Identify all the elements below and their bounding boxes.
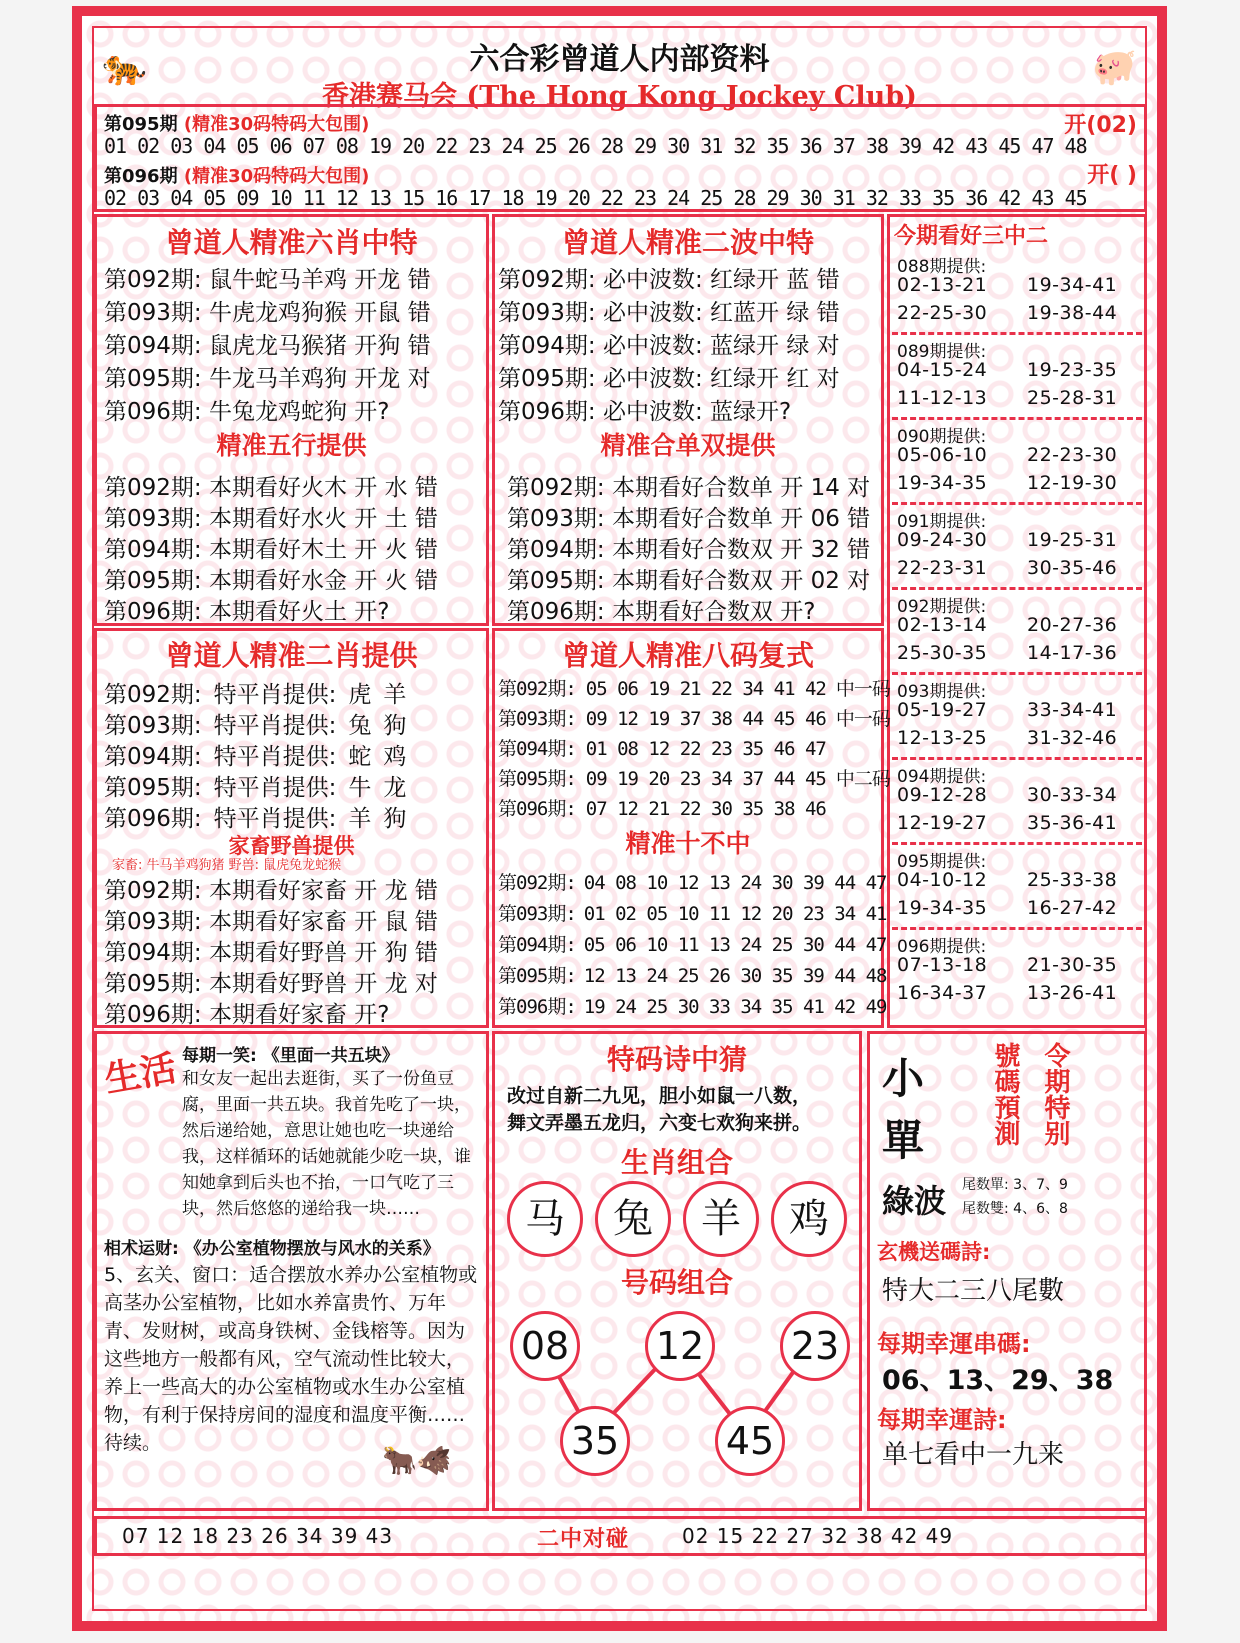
three-two-num: 25-33-38 [1027, 869, 1118, 891]
p96-heading [104, 162, 369, 188]
lucky-poem: 单七看中一九来 [882, 1440, 1065, 1470]
three-two-num: 33-34-41 [1027, 699, 1118, 721]
tiger-icon: 🐅 [102, 47, 147, 88]
poem-line-2: 舞文弄墨五龙归，六变七欢狗来拼。 [507, 1112, 812, 1134]
odd-even-row: 第094期: 本期看好合数双 开 32 错 [507, 537, 871, 563]
eight-code-n: 07 12 21 22 30 35 38 46 [585, 798, 826, 820]
two-zodiac-t: 特平肖提供: [213, 744, 337, 770]
three-two-num: 31-32-46 [1027, 727, 1118, 749]
three-two-label: 093期提供: [897, 682, 987, 702]
three-two-label: 088期提供: [897, 257, 987, 277]
eight-code-row [498, 674, 890, 701]
six-zodiac-row: 第095期: 牛龙马羊鸡狗 开龙 对 [104, 366, 431, 392]
three-two-num: 19-34-35 [897, 897, 988, 919]
eight-code-n: 01 08 12 22 23 35 46 47 [585, 738, 826, 760]
six-zodiac-row: 第093期: 牛虎龙鸡狗猴 开鼠 错 [104, 300, 431, 326]
two-zodiac-b: 羊 [383, 682, 407, 708]
five-elements-row: 第093期: 本期看好水火 开 土 错 [104, 506, 438, 532]
fengshui-body: 5、玄关、窗口：适合摆放水养办公室植物或高茎办公室植物，比如水养富贵竹、万年青、发财树，或高身铁树、金钱榕等。因为这些地方一般都有风，空气流动性比较大，养上一些高大的办公室植物或水生办公室植物，有利于保持房间的湿度和温度平衡……待续。 [104, 1264, 478, 1454]
number-combo-item: 45 [715, 1406, 785, 1476]
two-zodiac-row [104, 707, 406, 740]
eight-code-p: 第093期: [498, 708, 576, 730]
three-two-num: 05-06-10 [897, 444, 988, 466]
number-combo-item: 23 [780, 1311, 850, 1381]
odd-even-row: 第093期: 本期看好合数单 开 06 错 [507, 506, 871, 532]
ten-not-p: 第092期: [498, 872, 576, 894]
three-two-num: 04-10-12 [897, 869, 988, 891]
three-two-label: 092期提供: [897, 597, 987, 617]
domestic-row: 第093期: 本期看好家畜 开 鼠 错 [104, 909, 438, 935]
tail-even: 尾数雙: 4、6、8 [962, 1201, 1068, 1217]
six-zodiac-row: 第092期: 鼠牛蛇马羊鸡 开龙 错 [104, 267, 431, 293]
poem-title: 特码诗中猜 [606, 1043, 747, 1076]
joke-title: 每期一笑: 《里面一共五块》 [182, 1046, 399, 1066]
three-two-separator [892, 757, 1142, 760]
lucky-poem-title: 每期幸運詩: [877, 1406, 1007, 1434]
two-zodiac-p: 第095期: [104, 775, 202, 801]
eight-code-r: 中一码 [835, 678, 890, 700]
six-zodiac-row: 第094期: 鼠虎龙马猴猪 开狗 错 [104, 333, 431, 359]
domestic-row: 第094期: 本期看好野兽 开 狗 错 [104, 940, 438, 966]
three-two-label: 091期提供: [897, 512, 987, 532]
page-title: 六合彩曾道人内部资料 [469, 42, 770, 77]
eight-code-row [498, 734, 836, 761]
eight-code-p: 第095期: [498, 768, 576, 790]
eight-code-p: 第096期: [498, 798, 576, 820]
three-two-label: 090期提供: [897, 427, 987, 447]
life-badge: 生活 [101, 1048, 180, 1101]
two-wave-row: 第096期: 必中波数: 蓝绿开? [498, 399, 792, 425]
green-wave-label: 綠波 [882, 1182, 947, 1220]
ten-not-row [498, 930, 887, 957]
zodiac-combo-item: 鸡 [771, 1181, 847, 1257]
zodiac-combo-title: 生肖组合 [620, 1146, 733, 1179]
p96-numbers: 02 03 04 05 09 10 11 12 13 15 16 17 18 19 20 22 23 24 25 28 29 30 31 32 33 35 36 42 43 45 [104, 186, 1087, 210]
three-two-num: 16-27-42 [1027, 897, 1118, 919]
ten-not-title: 精准十不中 [625, 829, 751, 858]
three-two-num: 22-23-30 [1027, 444, 1118, 466]
three-two-num: 14-17-36 [1027, 642, 1118, 664]
three-two-num: 19-38-44 [1027, 302, 1118, 324]
six-zodiac-row: 第096期: 牛兔龙鸡蛇狗 开? [104, 399, 390, 425]
p95-heading [104, 110, 369, 136]
eight-code-r: 中二码 [835, 768, 890, 790]
three-two-separator [892, 672, 1142, 675]
two-wave-row: 第093期: 必中波数: 红蓝开 绿 错 [498, 300, 840, 326]
eight-code-r: 中一码 [835, 708, 890, 730]
single-label: 單 [882, 1116, 925, 1165]
five-elements-row: 第092期: 本期看好火木 开 水 错 [104, 475, 438, 501]
ten-not-p: 第096期: [498, 996, 576, 1018]
eight-code-p: 第092期: [498, 678, 576, 700]
eight-code-p: 第094期: [498, 738, 576, 760]
two-zodiac-title: 曾道人精准二肖提供 [165, 639, 418, 672]
pig-icon: 🐖 [1092, 47, 1137, 88]
eight-code-title: 曾道人精准八码复式 [561, 639, 814, 672]
two-zodiac-a: 虎 [348, 682, 372, 708]
ten-not-row [498, 961, 887, 988]
three-two-num: 09-12-28 [897, 784, 988, 806]
number-combo-title: 号码组合 [620, 1266, 733, 1299]
five-elements-row: 第096期: 本期看好火土 开? [104, 599, 390, 625]
two-zodiac-a: 牛 [348, 775, 372, 801]
ten-not-n: 01 02 05 10 11 12 20 23 34 41 [583, 903, 887, 925]
five-elements-row: 第094期: 本期看好木土 开 火 错 [104, 537, 438, 563]
small-label: 小 [882, 1054, 925, 1103]
two-wave-title: 曾道人精准二波中特 [561, 226, 814, 259]
mystery-title: 玄機送碼詩: [877, 1240, 991, 1264]
lucky-title: 每期幸運串碼: [877, 1330, 1031, 1358]
ten-not-n: 12 13 24 25 26 30 35 39 44 48 [583, 965, 887, 987]
poem-line-1: 改过自新二九见，胆小如鼠一八数， [507, 1085, 812, 1107]
three-two-num: 19-23-35 [1027, 359, 1118, 381]
ten-not-n: 05 06 10 11 13 24 25 30 44 47 [583, 934, 887, 956]
p95-open: 开(02) [1064, 113, 1137, 138]
two-zodiac-a: 蛇 [348, 744, 372, 770]
domestic-title: 家畜野兽提供 [228, 834, 355, 858]
p96-note: (精准30码特码大包围) [183, 166, 370, 187]
fengshui-title: 相术运财: 《办公室植物摆放与风水的关系》 [104, 1239, 440, 1259]
three-two-num: 30-35-46 [1027, 557, 1118, 579]
three-two-num: 11-12-13 [897, 387, 988, 409]
two-zodiac-row [104, 769, 406, 802]
two-zodiac-b: 鸡 [383, 744, 407, 770]
two-zodiac-p: 第096期: [104, 806, 202, 832]
three-two-num: 13-26-41 [1027, 982, 1118, 1004]
eight-code-row [498, 764, 890, 791]
page-subtitle: 香港赛马会 (The Hong Kong Jockey Club) [322, 81, 917, 112]
three-two-num: 12-19-30 [1027, 472, 1118, 494]
two-zodiac-b: 狗 [383, 713, 407, 739]
tail-odd: 尾数單: 3、7、9 [962, 1177, 1068, 1193]
two-zodiac-t: 特平肖提供: [213, 806, 337, 832]
three-two-num: 02-13-21 [897, 274, 988, 296]
three-two-num: 12-19-27 [897, 812, 988, 834]
three-two-num: 05-19-27 [897, 699, 988, 721]
two-zodiac-t: 特平肖提供: [213, 775, 337, 801]
eight-code-n: 09 19 20 23 34 37 44 45 [585, 768, 826, 790]
two-zodiac-row [104, 800, 406, 833]
eight-code-row [498, 794, 836, 821]
two-zodiac-row [104, 738, 406, 771]
number-combo-item: 35 [560, 1406, 630, 1476]
three-two-label: 089期提供: [897, 342, 987, 362]
three-two-num: 07-13-18 [897, 954, 988, 976]
three-two-separator [892, 502, 1142, 505]
two-zodiac-p: 第093期: [104, 713, 202, 739]
five-elements-title: 精准五行提供 [216, 431, 367, 460]
two-zodiac-a: 兔 [348, 713, 372, 739]
odd-even-row: 第092期: 本期看好合数单 开 14 对 [507, 475, 871, 501]
ten-not-n: 04 08 10 12 13 24 30 39 44 47 [583, 872, 887, 894]
three-two-num: 30-33-34 [1027, 784, 1118, 806]
two-zodiac-p: 第094期: [104, 744, 202, 770]
two-zodiac-b: 龙 [383, 775, 407, 801]
three-two-num: 02-13-14 [897, 614, 988, 636]
three-two-separator [892, 332, 1142, 335]
three-two-num: 25-30-35 [897, 642, 988, 664]
odd-even-title: 精准合单双提供 [600, 431, 776, 460]
p95-note: (精准30码特码大包围) [183, 114, 370, 135]
three-two-num: 16-34-37 [897, 982, 988, 1004]
vertical-text-2: 令期特别 [1040, 1042, 1070, 1146]
domestic-row: 第095期: 本期看好野兽 开 龙 对 [104, 971, 438, 997]
p95-label: 第095期 [104, 114, 178, 135]
ten-not-p: 第094期: [498, 934, 576, 956]
eight-code-n: 09 12 19 37 38 44 45 46 [585, 708, 826, 730]
three-two-num: 21-30-35 [1027, 954, 1118, 976]
domestic-legend: 家畜: 牛马羊鸡狗猪 野兽: 鼠虎兔龙蛇猴 [112, 858, 342, 873]
footer-right-numbers: 02 15 22 27 32 38 42 49 [682, 1524, 954, 1548]
eight-code-row [498, 704, 890, 731]
number-combo-item: 08 [510, 1311, 580, 1381]
odd-even-row: 第095期: 本期看好合数双 开 02 对 [507, 568, 871, 594]
two-wave-row: 第092期: 必中波数: 红绿开 蓝 错 [498, 267, 840, 293]
lottery-sheet [72, 6, 1167, 1631]
ten-not-row [498, 868, 887, 895]
two-zodiac-row [104, 676, 406, 709]
three-two-num: 04-15-24 [897, 359, 988, 381]
three-two-label: 095期提供: [897, 852, 987, 872]
domestic-row: 第092期: 本期看好家畜 开 龙 错 [104, 878, 438, 904]
joke-body: 和女友一起出去逛街，买了一份鱼豆腐，里面一共五块。我首先吃了一块，然后递给她，意思让她也吃一块递给我，这样循环的话她就能少吃一块，谁知她拿到后头也不抬，一口气吃了三块，然后悠悠的递给我一块…… [182, 1069, 471, 1219]
domestic-row: 第096期: 本期看好家畜 开? [104, 1002, 390, 1028]
zodiac-combo-item: 兔 [595, 1181, 671, 1257]
two-zodiac-t: 特平肖提供: [213, 682, 337, 708]
three-two-num: 19-34-41 [1027, 274, 1118, 296]
footer-left-numbers: 07 12 18 23 26 34 39 43 [122, 1524, 394, 1548]
p96-open: 开( ) [1087, 163, 1137, 188]
two-zodiac-a: 羊 [348, 806, 372, 832]
three-two-num: 19-34-35 [897, 472, 988, 494]
three-two-num: 12-13-25 [897, 727, 988, 749]
three-two-title: 今期看好三中二 [894, 224, 1049, 249]
three-two-num: 25-28-31 [1027, 387, 1118, 409]
p96-label: 第096期 [104, 166, 178, 187]
three-two-separator [892, 417, 1142, 420]
ten-not-p: 第093期: [498, 903, 576, 925]
three-two-label: 094期提供: [897, 767, 987, 787]
three-two-label: 096期提供: [897, 937, 987, 957]
three-two-separator [892, 927, 1142, 930]
three-two-num: 19-25-31 [1027, 529, 1118, 551]
zodiac-combo-item: 马 [507, 1181, 583, 1257]
ten-not-p: 第095期: [498, 965, 576, 987]
two-zodiac-b: 狗 [383, 806, 407, 832]
ten-not-n: 19 24 25 30 33 34 35 41 42 49 [583, 996, 887, 1018]
three-two-separator [892, 587, 1142, 590]
two-zodiac-p: 第092期: [104, 682, 202, 708]
three-two-num: 09-24-30 [897, 529, 988, 551]
odd-even-row: 第096期: 本期看好合数双 开? [507, 599, 816, 625]
ten-not-row [498, 992, 887, 1019]
three-two-separator [892, 842, 1142, 845]
mystery-text: 特大二三八尾數 [882, 1276, 1065, 1306]
footer-mid-label: 二中对碰 [537, 1527, 630, 1552]
p95-numbers: 01 02 03 04 05 06 07 08 19 20 22 23 24 25 26 28 29 30 31 32 35 36 37 38 39 42 43 45 47 48 [104, 134, 1087, 158]
six-zodiac-title: 曾道人精准六肖中特 [165, 226, 418, 259]
two-wave-row: 第094期: 必中波数: 蓝绿开 绿 对 [498, 333, 840, 359]
two-zodiac-t: 特平肖提供: [213, 713, 337, 739]
three-two-num: 20-27-36 [1027, 614, 1118, 636]
eight-code-n: 05 06 19 21 22 34 41 42 [585, 678, 826, 700]
cattle-icon: 🐂🐗 [382, 1444, 452, 1477]
three-two-num: 22-25-30 [897, 302, 988, 324]
two-wave-row: 第095期: 必中波数: 红绿开 红 对 [498, 366, 840, 392]
three-two-num: 35-36-41 [1027, 812, 1118, 834]
five-elements-row: 第095期: 本期看好水金 开 火 错 [104, 568, 438, 594]
lucky-numbers: 06、13、29、38 [882, 1365, 1114, 1396]
vertical-text-1: 號碼預測 [990, 1042, 1020, 1146]
number-combo-item: 12 [645, 1311, 715, 1381]
three-two-num: 22-23-31 [897, 557, 988, 579]
ten-not-row [498, 899, 887, 926]
zodiac-combo-item: 羊 [683, 1181, 759, 1257]
